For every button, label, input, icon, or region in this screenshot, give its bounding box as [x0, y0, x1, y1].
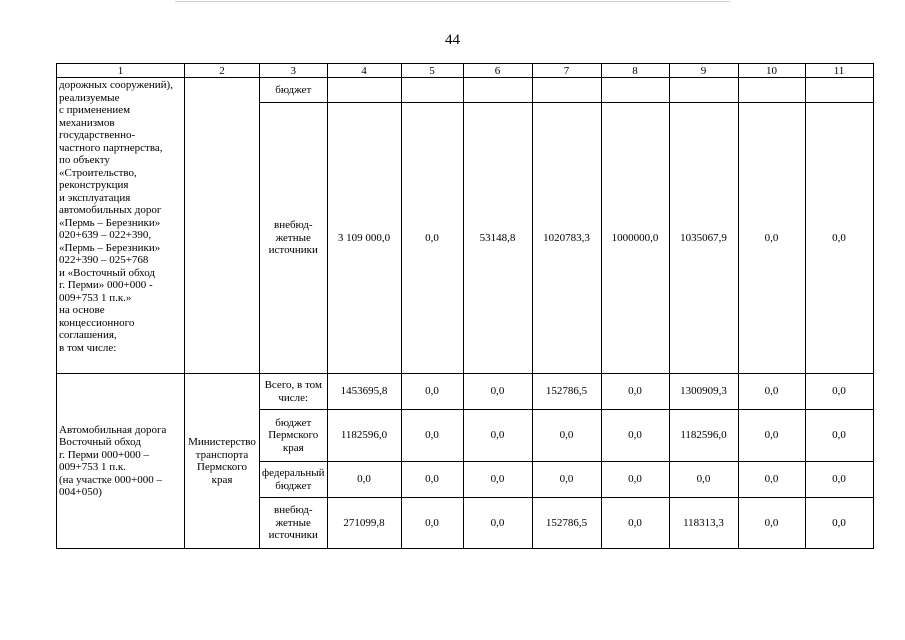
value-cell: 0,0	[601, 410, 669, 462]
budget-table	[56, 63, 874, 549]
funding-source: внебюд- жетные источники	[260, 103, 328, 374]
value-cell: 0,0	[805, 374, 873, 410]
page-number: 44	[445, 32, 460, 48]
value-cell: 0,0	[601, 462, 669, 498]
value-cell: 0,0	[401, 462, 463, 498]
executor-cell: Министерство транспорта Пермского края	[185, 374, 260, 549]
value-cell: 0,0	[601, 498, 669, 549]
value-cell: 0,0	[805, 498, 873, 549]
value-cell: 118313,3	[669, 498, 738, 549]
column-header: 3	[260, 64, 328, 78]
value-cell: 0,0	[738, 103, 805, 374]
value-cell: 1020783,3	[532, 103, 601, 374]
column-header: 2	[185, 64, 260, 78]
value-cell: 0,0	[601, 374, 669, 410]
scan-artifact-line	[175, 1, 730, 2]
executor-cell	[185, 78, 260, 374]
object-description: дорожных сооружений), реализуемые с применением механизмов государственно- частного партнерства, по объекту «Строительство, реконструкция и эксплуатация автомобильных дорог «Пермь – Березники» 020+639 – 022+390, «Пермь – Березники» 022+390 – 025+768 и «Восточный обход г. Перми» 000+000 - 009+753 1 п.к.» на основе концессионного соглашения, в том числе:	[57, 78, 185, 374]
value-cell: 3 109 000,0	[327, 103, 401, 374]
column-header: 7	[532, 64, 601, 78]
value-cell	[805, 78, 873, 103]
value-cell: 1453695,8	[327, 374, 401, 410]
value-cell: 152786,5	[532, 498, 601, 549]
value-cell: 0,0	[738, 462, 805, 498]
object-description: Автомобильная дорога Восточный обход г. Перми 000+000 – 009+753 1 п.к. (на участке 000+000 – 004+050)	[57, 374, 185, 549]
value-cell: 152786,5	[532, 374, 601, 410]
value-cell: 0,0	[532, 462, 601, 498]
value-cell: 0,0	[401, 410, 463, 462]
value-cell: 0,0	[463, 410, 532, 462]
value-cell: 271099,8	[327, 498, 401, 549]
table-row	[57, 78, 874, 103]
value-cell	[738, 78, 805, 103]
value-cell: 0,0	[738, 410, 805, 462]
table-row	[57, 374, 874, 410]
value-cell	[532, 78, 601, 103]
funding-source: Всего, в том числе:	[260, 374, 328, 410]
value-cell: 1000000,0	[601, 103, 669, 374]
value-cell: 1300909,3	[669, 374, 738, 410]
value-cell: 0,0	[463, 498, 532, 549]
column-header: 9	[669, 64, 738, 78]
value-cell: 0,0	[805, 103, 873, 374]
funding-source: бюджет Пермского края	[260, 410, 328, 462]
value-cell: 1182596,0	[327, 410, 401, 462]
value-cell: 0,0	[327, 462, 401, 498]
column-header: 4	[327, 64, 401, 78]
value-cell: 0,0	[463, 462, 532, 498]
header-row	[57, 64, 874, 78]
value-cell: 0,0	[463, 374, 532, 410]
value-cell: 0,0	[669, 462, 738, 498]
column-header: 6	[463, 64, 532, 78]
column-header: 11	[805, 64, 873, 78]
funding-source: внебюд- жетные источники	[260, 498, 328, 549]
value-cell: 0,0	[401, 498, 463, 549]
funding-source: бюджет	[260, 78, 328, 103]
value-cell: 0,0	[738, 498, 805, 549]
value-cell: 0,0	[738, 374, 805, 410]
value-cell: 1182596,0	[669, 410, 738, 462]
value-cell	[463, 78, 532, 103]
column-header: 10	[738, 64, 805, 78]
value-cell: 0,0	[805, 410, 873, 462]
column-header: 8	[601, 64, 669, 78]
value-cell	[669, 78, 738, 103]
value-cell: 0,0	[805, 462, 873, 498]
column-header: 5	[401, 64, 463, 78]
value-cell	[601, 78, 669, 103]
value-cell: 0,0	[401, 103, 463, 374]
value-cell: 0,0	[532, 410, 601, 462]
value-cell: 1035067,9	[669, 103, 738, 374]
value-cell: 0,0	[401, 374, 463, 410]
funding-source: федеральный бюджет	[260, 462, 328, 498]
column-header: 1	[57, 64, 185, 78]
value-cell	[327, 78, 401, 103]
value-cell	[401, 78, 463, 103]
value-cell: 53148,8	[463, 103, 532, 374]
